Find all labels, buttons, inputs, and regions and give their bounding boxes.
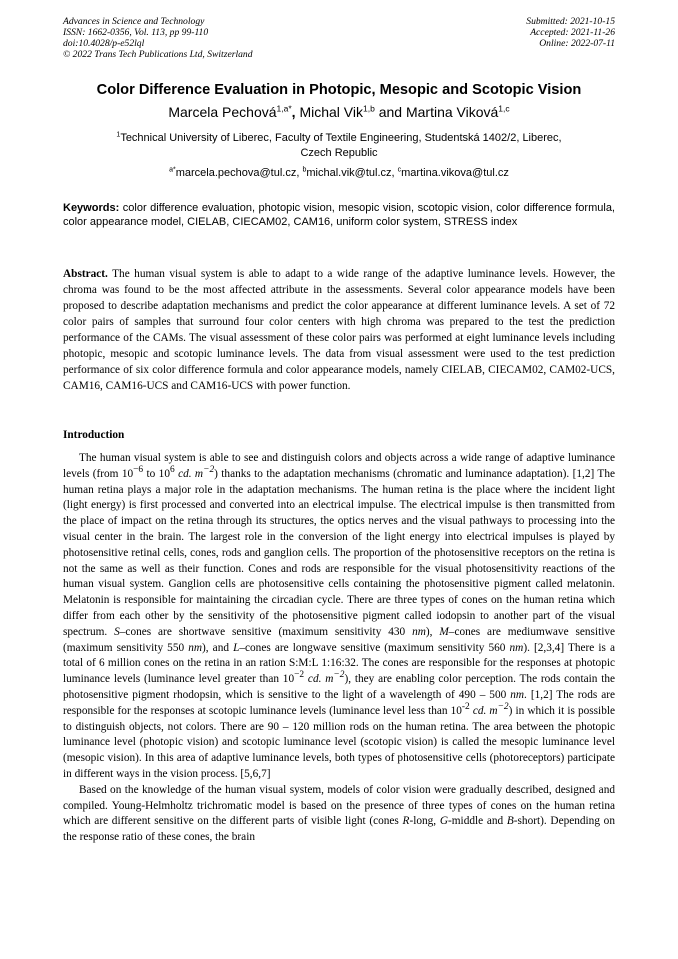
author-affiliation-mark: 1,c (498, 103, 510, 114)
journal-issn: ISSN: 1662-0356, Vol. 113, pp 99-110 (63, 27, 209, 38)
abstract-text: The human visual system is able to adapt to a wide range of the adaptive luminance levels. However, the chroma was found to be the most affected attribute in the assessments. Several color appearance models have been proposed to describe adaptation mechanisms and predict the color appearance at different luminance levels. A set of 72 color pairs of samples that surround four color centers with high chroma was prepared to the test the prediction performance of the CAMs. The visual assessment of these color pairs was performed at eight luminance levels including photopic, mesopic and scotopic luminance levels. The data from visual assessment were used to the test prediction performance of six color difference formula and color appearance models, namely CIELAB, CIECAM02, CAM02-UCS, CAM16, CAM16-UCS and CAM16-UCS with power function. (63, 268, 615, 392)
author-name: Martina Viková (405, 104, 499, 120)
submitted-date: Submitted: 2021-10-15 (526, 16, 615, 27)
text-run: . [1,2] The rods are responsible for the responses at scotopic luminance levels (luminance level less than 10 (63, 688, 615, 717)
author-affiliation-mark: 1,a* (276, 103, 292, 114)
abstract-label: Abstract. (63, 268, 108, 280)
superscript: −2 (203, 465, 215, 476)
online-date: Online: 2022-07-11 (539, 38, 615, 49)
italic-term: L (233, 641, 240, 654)
paragraph (63, 451, 615, 783)
text-run: –cones are longwave sensitive (maximum sensitivity 560 (239, 641, 510, 654)
math-unit: cd. m (304, 673, 334, 686)
email-link[interactable]: michal.vik@tul.cz, (306, 167, 398, 179)
math-unit: nm (412, 625, 426, 638)
math-unit: nm (510, 688, 525, 701)
affiliation-line: Czech Republic (300, 146, 378, 159)
dates-header (526, 16, 615, 49)
italic-term: B (506, 815, 514, 828)
text-run: –cones are shortwave sensitive (maximum sensitivity 430 (119, 625, 413, 638)
superscript: −6 (133, 465, 144, 476)
text-run: ) thanks to the adaptation mechanisms (chromatic and luminance adaptation). [1,2] The human retina plays a major role in the adaptation mechanisms. The human retina is the place where the incident light (light energy) is first processed and converted into an electrical impulse. The electrical impulse is then transmitted from the place of impact on the retina through its structures, the optics nerves and the visual pathways to processing into the visual center in the brain. The largest role in the conversion of the light energy into electrical impulses is played by photosensitive retinal cells, cones, rods and ganglion cells. The proportion of the photosensitive receptors on the retina is not the same as well as their function. Cones and rods are responsible for the visual photosensitivity reactions of the human visual system. Ganglion cells are photosensitive cells containing the photosensitive pigment called melatonin. Melatonin is responsible for maintaining the circadian cycle. There are three types of cones on the human retina which differ from each other by the sensitivity of the photosensitive pigment called iodopsin to another part of the visual spectrum. (63, 467, 615, 638)
math-unit: cd. m (469, 704, 498, 717)
math-unit: nm (188, 641, 203, 654)
journal-name: Advances in Science and Technology (63, 16, 205, 27)
text-run: Based on the knowledge of the human visual system, models of color vision were gradually described, designed and compiled. Young-Helmholtz trichromatic model is based on the presence of three types of cones on the human retina which are different sensitive on the different parts of visible light (cones (63, 783, 615, 828)
keywords-text: color difference evaluation, photopic vision, mesopic vision, scotopic vision, color difference formula, color appearance model, CIELAB, CIECAM02, CAM16, uniform color system, STRESS index (63, 202, 615, 228)
superscript: −2 (294, 670, 305, 681)
email-mark: b (302, 166, 307, 174)
author-affiliation-mark: 1,b (362, 103, 375, 114)
text-run: –cones are mediumwave sensitive (maximum sensitivity 550 (63, 625, 616, 654)
text-run: to 10 (143, 467, 170, 480)
italic-term: R (402, 815, 410, 828)
accepted-date: Accepted: 2021-11-26 (530, 27, 615, 38)
journal-doi[interactable]: doi:10.4028/p-e52lql (63, 38, 145, 49)
keywords-label: Keywords: (63, 202, 120, 214)
email-link[interactable]: martina.vikova@tul.cz (401, 167, 509, 179)
superscript: −2 (497, 701, 509, 712)
italic-term: M (439, 625, 449, 638)
author-name: Marcela Pechová (168, 104, 277, 120)
email-mark: a* (169, 166, 176, 174)
author-separator: , (291, 104, 300, 120)
italic-term: S (114, 625, 120, 638)
abstract (63, 266, 615, 394)
text-run: ), and (202, 641, 234, 654)
text-run: ) in which it is possible to distinguish objects, not colors. There are 90 – 120 million rods on the human retina. The area between the photopic luminance level (photopic vision) and scotopic luminance level (scotopic vision) is called the mesopic luminance level (mesopic vision). In this area of adaptive luminance levels, both types of photosensitive cells (photoreceptors) participate in different ways in the vision process. [5,6,7] (63, 704, 615, 780)
journal-header (63, 16, 253, 60)
text-run: ), (425, 625, 440, 638)
introduction-body (63, 451, 615, 846)
author-emails (40, 167, 638, 179)
author-list (40, 104, 638, 120)
text-run: -short). Depending on the response ratio of these cones, the brain (63, 815, 615, 844)
keywords (63, 202, 615, 230)
superscript: −2 (333, 670, 345, 681)
superscript: 6 (169, 465, 175, 476)
superscript: -2 (461, 701, 470, 712)
affiliation-line: Technical University of Liberec, Faculty of Textile Engineering, Studentská 1402/2, Liberec, (120, 132, 562, 144)
journal-copyright: © 2022 Trans Tech Publications Ltd, Switzerland (63, 49, 253, 60)
affiliation-mark: 1 (116, 131, 121, 139)
text-run: The human visual system is able to see and distinguish colors and objects across a wide range of adaptive luminance levels (from 10 (63, 452, 615, 480)
text-run: ). [2,3,4] There is a total of 6 million cones on the retina in an ration S:M:L 1:16:32. The cones are responsible for the responses at photopic luminance levels (luminance level greater than 10 (63, 641, 616, 686)
italic-term: G (439, 815, 448, 828)
author-name: Michal Vik (299, 104, 363, 120)
email-mark: c (397, 166, 402, 174)
paper-title: Color Difference Evaluation in Photopic, Mesopic and Scotopic Vision (96, 82, 582, 98)
text-run: ), they are enabling color perception. The rods contain the photosensitive pigment rhodopsin, which is sensitive to the light of a wavelength of 490 – 500 (63, 673, 615, 701)
text-run: -middle and (448, 815, 507, 828)
section-heading: Introduction (63, 429, 125, 441)
affiliation (80, 131, 598, 160)
math-unit: cd. m (174, 467, 204, 480)
math-unit: nm (509, 641, 524, 654)
paragraph (63, 783, 615, 846)
author-conjunction: and (374, 104, 406, 120)
email-link[interactable]: marcela.pechova@tul.cz, (175, 167, 303, 179)
text-run: -long, (409, 815, 440, 828)
